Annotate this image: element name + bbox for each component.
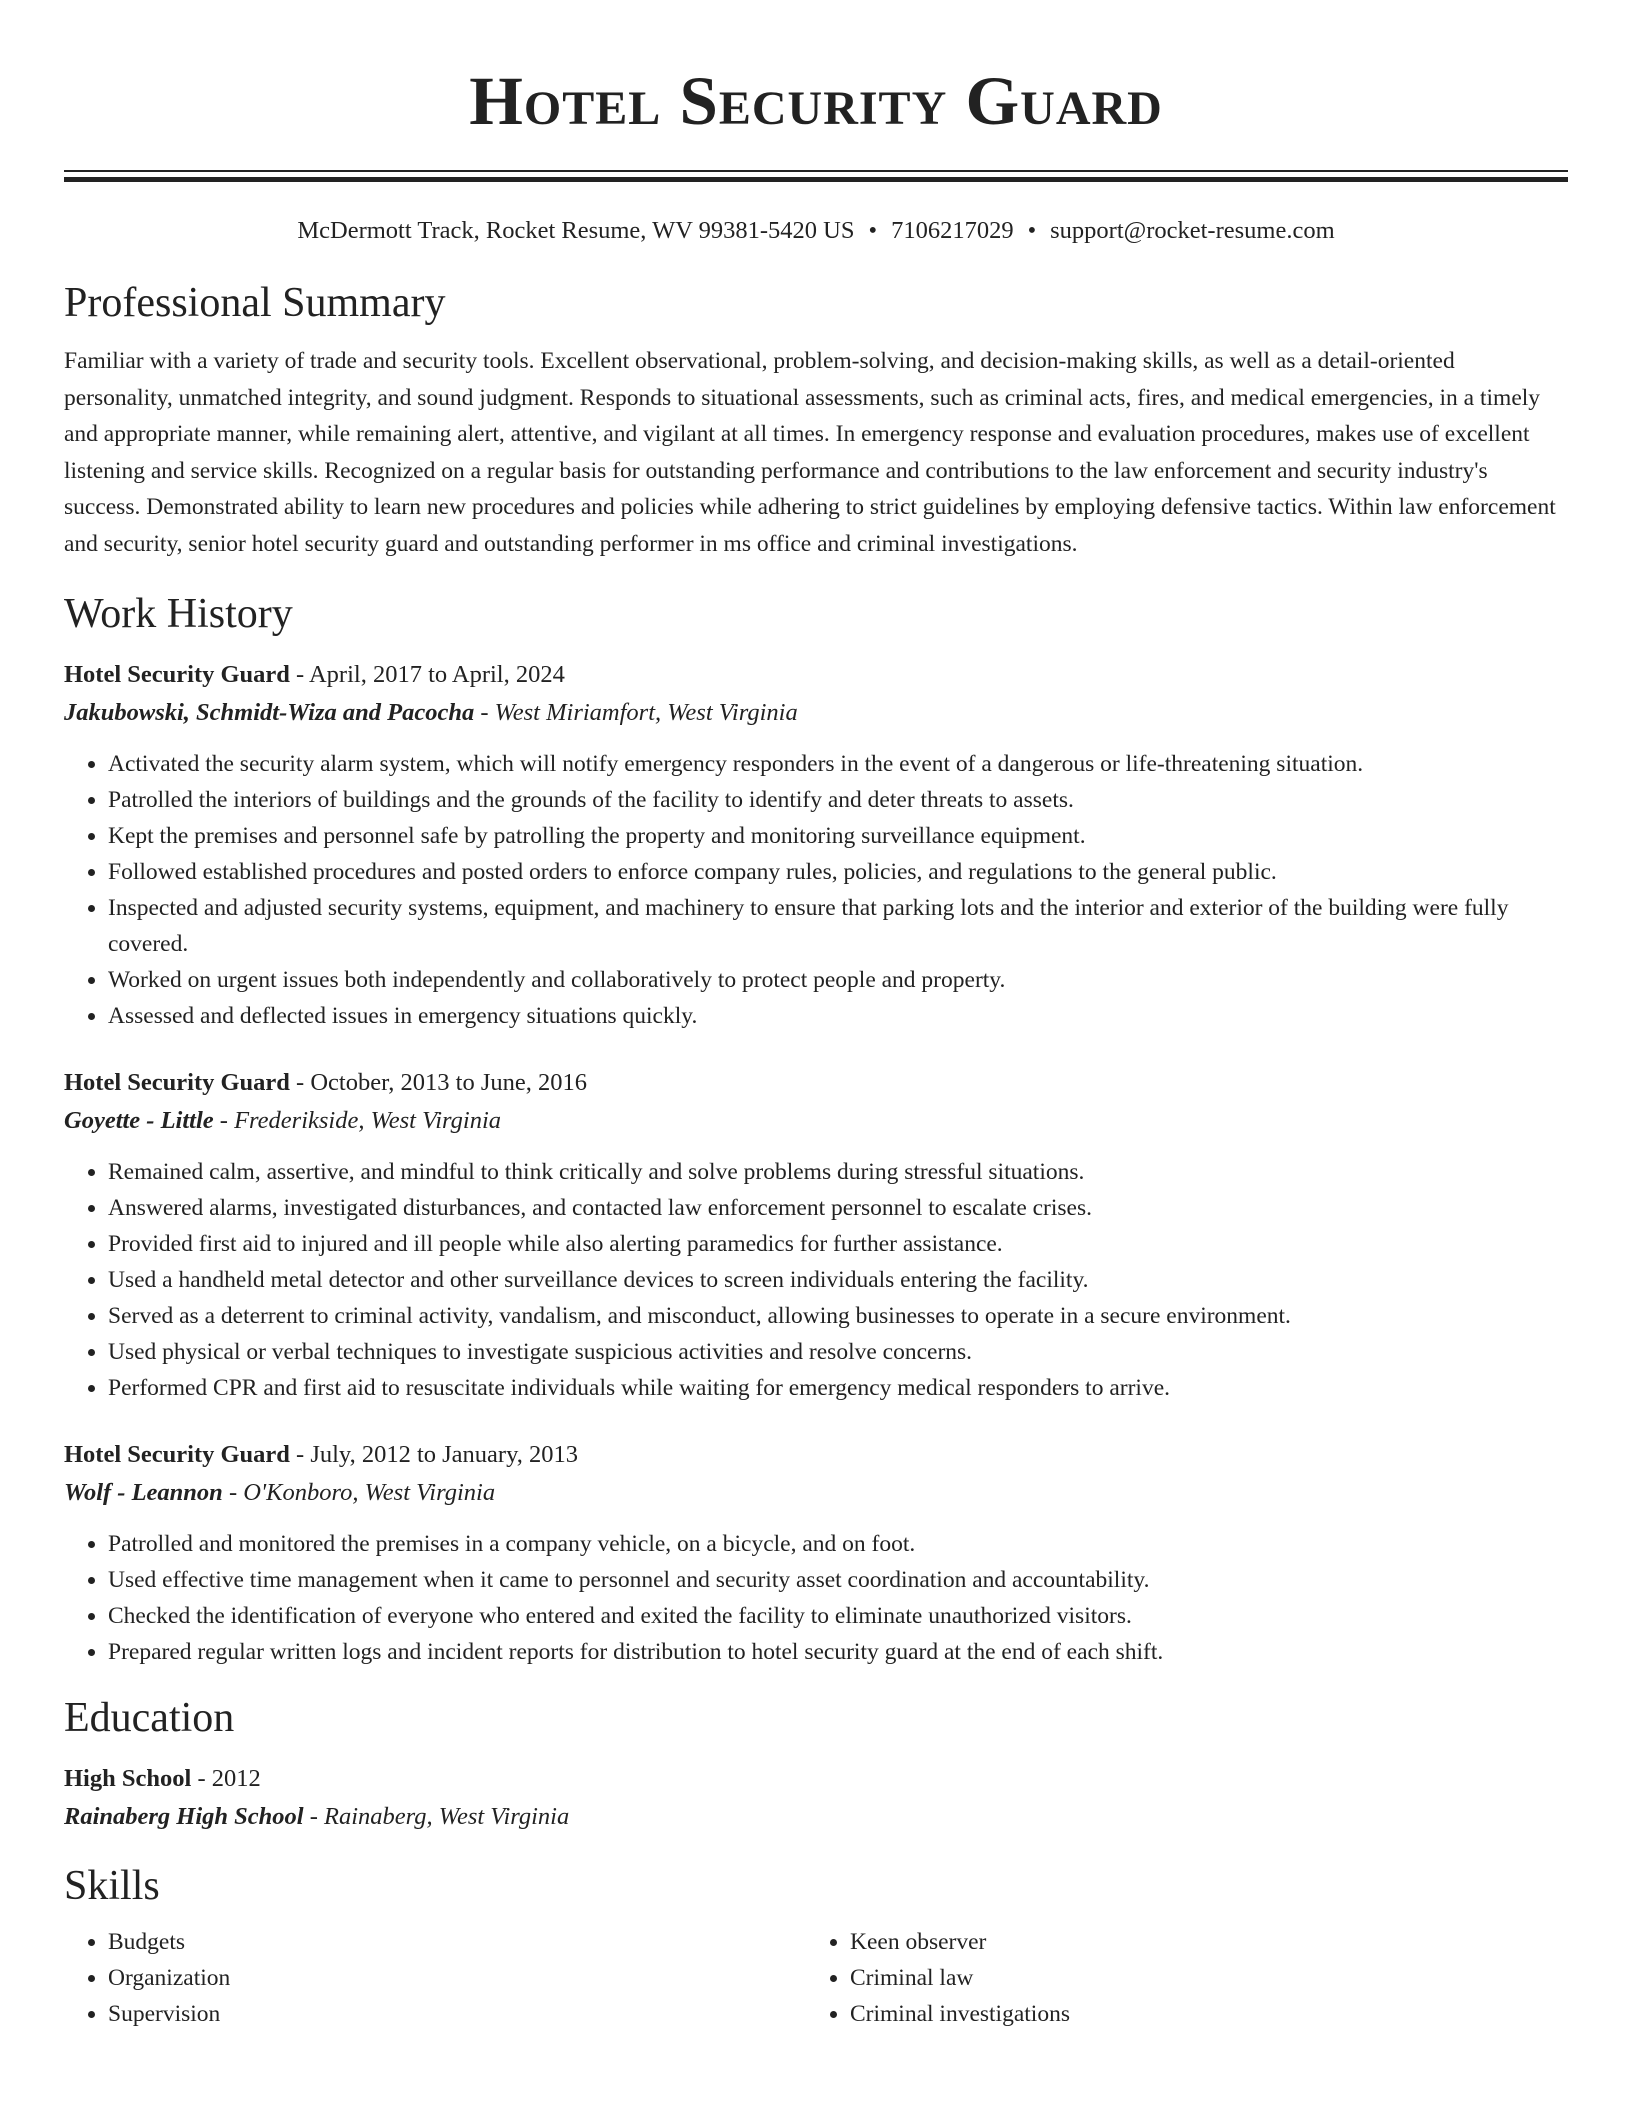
job-dates: - July, 2012 to January, 2013 (289, 1441, 578, 1468)
job-duty: • Patrolled the interiors of buildings and the grounds of the facility to identify and deter threats to assets. (108, 782, 1568, 818)
contact-phone: 7106217029 (891, 217, 1014, 244)
job-duty: • Used physical or verbal techniques to investigate suspicious activities and resolve concerns. (108, 1334, 1568, 1370)
job-company-line (64, 694, 1568, 732)
job-duty: • Checked the identification of everyone who entered and exited the facility to eliminate unauthorized visitors. (108, 1598, 1568, 1634)
education-school: Rainaberg High School (64, 1803, 304, 1830)
job-duty: • Worked on urgent issues both independently and collaboratively to protect people and property. (108, 962, 1568, 998)
job-location: - West Miriamfort, West Virginia (474, 699, 798, 726)
job-title: Hotel Security Guard (64, 1069, 290, 1096)
job-company: Jakubowski, Schmidt-Wiza and Pacocha (64, 699, 475, 726)
job-company-line (64, 1474, 1568, 1512)
job-title: Hotel Security Guard (64, 1441, 290, 1468)
header-divider (64, 170, 1568, 182)
education-school-line (64, 1798, 1568, 1836)
job-title: Hotel Security Guard (64, 661, 290, 688)
section-heading-skills: Skills (64, 1863, 160, 1909)
skills-column-right (806, 1924, 1548, 2032)
skill-item: • Criminal law (850, 1960, 1548, 1996)
job-duty: • Answered alarms, investigated disturbances, and contacted law enforcement personnel to escalate crises. (108, 1190, 1568, 1226)
contact-email: support@rocket-resume.com (1050, 217, 1335, 244)
job-duty: • Patrolled and monitored the premises in a company vehicle, on a bicycle, and on foot. (108, 1526, 1568, 1562)
section-heading-work: Work History (64, 591, 293, 637)
job-duties-list (64, 746, 1568, 1034)
job-company-line (64, 1102, 1568, 1140)
job-duty: • Remained calm, assertive, and mindful to think critically and solve problems during stressful situations. (108, 1154, 1568, 1190)
job-duty: • Followed established procedures and posted orders to enforce company rules, policies, and regulations to the general public. (108, 854, 1568, 890)
skills-column-left (64, 1924, 806, 2032)
job-title-line (64, 1064, 1568, 1102)
skill-item: • Organization (108, 1960, 806, 1996)
work-history-section (64, 586, 1568, 1670)
job-dates: - April, 2017 to April, 2024 (289, 661, 565, 688)
job-duty: • Provided first aid to injured and ill people while also alerting paramedics for further assistance. (108, 1226, 1568, 1262)
job-duty: • Used effective time management when it came to personnel and security asset coordination and accountability. (108, 1562, 1568, 1598)
skill-item: • Supervision (108, 1996, 806, 2032)
professional-summary-section (64, 275, 1568, 562)
section-heading-education: Education (64, 1695, 235, 1741)
contact-address: McDermott Track, Rocket Resume, WV 99381-5420 US (297, 217, 855, 244)
job-entry (64, 1064, 1568, 1406)
job-company: Wolf - Leannon (64, 1479, 223, 1506)
job-duty: • Served as a deterrent to criminal activity, vandalism, and misconduct, allowing businesses to operate in a secure environment. (108, 1298, 1568, 1334)
summary-text: Familiar with a variety of trade and security tools. Excellent observational, problem-solving, and decision-making skills, as well as a detail-oriented personality, unmatched integrity, and sound judgment. Responds to situational assessments, such as criminal acts, fires, and medical emergencies, in a timely and appropriate manner, while remaining alert, attentive, and vigilant at all times. In emergency response and evaluation procedures, makes use of excellent listening and service skills. Recognized on a regular basis for outstanding performance and contributions to the law enforcement and security industry's success. Demonstrated ability to learn new procedures and policies while adhering to strict guidelines by employing defensive tactics. Within law enforcement and security, senior hotel security guard and outstanding performer in ms office and criminal investigations. (64, 348, 1556, 557)
job-entry (64, 1436, 1568, 1670)
job-duties-list (64, 1154, 1568, 1406)
skills-section (64, 1858, 1568, 2032)
job-location: - O'Konboro, West Virginia (222, 1479, 496, 1506)
job-duty: • Activated the security alarm system, which will notify emergency responders in the event of a dangerous or life-threatening situation. (108, 746, 1568, 782)
job-duty: • Prepared regular written logs and incident reports for distribution to hotel security guard at the end of each shift. (108, 1634, 1568, 1670)
contact-line (64, 215, 1568, 247)
job-duty: • Inspected and adjusted security systems, equipment, and machinery to ensure that parking lots and the interior and exterior of the building were fully covered. (108, 890, 1568, 962)
skills-grid (64, 1924, 1568, 2032)
skill-item: • Budgets (108, 1924, 806, 1960)
skills-list (806, 1924, 1548, 2032)
resume-name: Hotel Security Guard (469, 63, 1163, 139)
job-entry (64, 656, 1568, 1034)
education-location: - Rainaberg, West Virginia (303, 1803, 570, 1830)
job-duties-list (64, 1526, 1568, 1670)
education-year: - 2012 (191, 1765, 261, 1792)
job-title-line (64, 1436, 1568, 1474)
section-heading-summary: Professional Summary (64, 280, 446, 326)
job-duty: • Assessed and deflected issues in emergency situations quickly. (108, 998, 1568, 1034)
education-degree-line (64, 1760, 1568, 1798)
skill-item: • Criminal investigations (850, 1996, 1548, 2032)
job-duty: • Kept the premises and personnel safe by patrolling the property and monitoring surveillance equipment. (108, 818, 1568, 854)
skill-item: • Keen observer (850, 1924, 1548, 1960)
contact-separator: • (1027, 217, 1037, 244)
job-title-line (64, 656, 1568, 694)
job-dates: - October, 2013 to June, 2016 (289, 1069, 587, 1096)
skills-list (64, 1924, 806, 2032)
job-company: Goyette - Little (64, 1107, 214, 1134)
job-duty: • Performed CPR and first aid to resuscitate individuals while waiting for emergency medical responders to arrive. (108, 1370, 1568, 1406)
education-degree: High School (64, 1765, 192, 1792)
job-location: - Frederikside, West Virginia (213, 1107, 502, 1134)
education-section (64, 1690, 1568, 1836)
job-duty: • Used a handheld metal detector and other surveillance devices to screen individuals entering the facility. (108, 1262, 1568, 1298)
contact-separator: • (868, 217, 878, 244)
